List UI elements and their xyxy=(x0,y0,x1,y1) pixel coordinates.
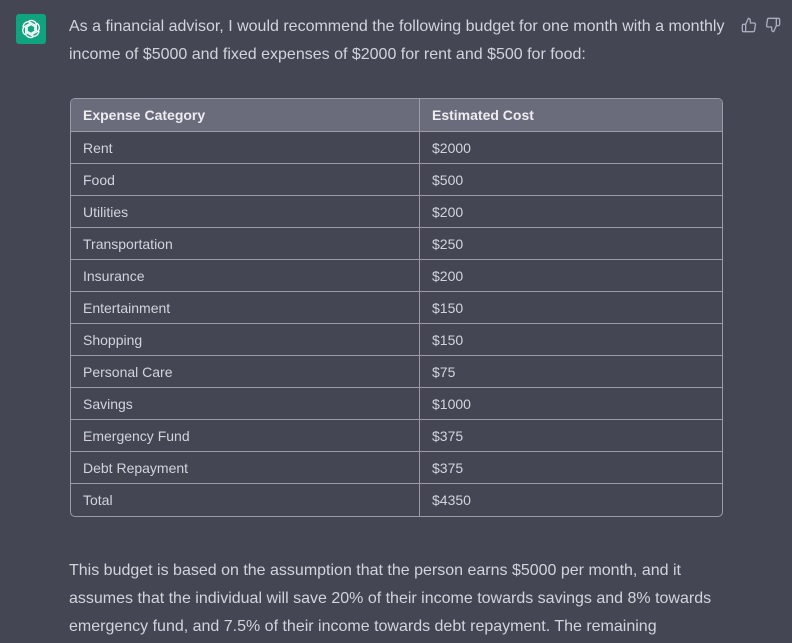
category-cell: Insurance xyxy=(71,260,420,292)
feedback-controls xyxy=(740,16,782,34)
openai-logo-icon xyxy=(20,18,42,40)
table-header-row xyxy=(71,99,722,132)
table-row xyxy=(71,196,722,228)
table-row xyxy=(71,292,722,324)
cost-cell: $1000 xyxy=(420,388,722,420)
category-cell: Shopping xyxy=(71,324,420,356)
category-cell: Savings xyxy=(71,388,420,420)
cost-cell: $200 xyxy=(420,196,722,228)
thumbs-up-icon xyxy=(741,17,757,33)
column-header-cost: Estimated Cost xyxy=(420,99,722,132)
category-cell: Transportation xyxy=(71,228,420,260)
table-row-total xyxy=(71,484,722,516)
assistant-message xyxy=(69,13,729,69)
cost-cell: $250 xyxy=(420,228,722,260)
column-header-category: Expense Category xyxy=(71,99,420,132)
category-cell: Total xyxy=(71,484,420,516)
cost-cell: $4350 xyxy=(432,492,471,508)
category-cell: Personal Care xyxy=(71,356,420,388)
thumbs-down-button[interactable] xyxy=(764,16,782,34)
table-header xyxy=(71,99,722,132)
cost-cell: $500 xyxy=(420,164,722,196)
category-cell: Debt Repayment xyxy=(71,452,420,484)
table-row xyxy=(71,356,722,388)
message-intro: As a financial advisor, I would recommend the following budget for one month with a monthly income of $5000 and fixed expenses of $2000 for rent and $500 for food: xyxy=(69,18,725,63)
table-row xyxy=(71,164,722,196)
table-row xyxy=(71,260,722,292)
cost-cell: $150 xyxy=(420,324,722,356)
table-body xyxy=(71,132,722,516)
category-cell: Food xyxy=(71,164,420,196)
budget-table xyxy=(70,98,723,517)
table-row xyxy=(71,420,722,452)
thumbs-up-button[interactable] xyxy=(740,16,758,34)
cost-cell: $2000 xyxy=(420,132,722,164)
cost-cell: $75 xyxy=(420,356,722,388)
cost-cell: $200 xyxy=(420,260,722,292)
category-cell: Entertainment xyxy=(71,292,420,324)
table-row xyxy=(71,324,722,356)
assistant-avatar xyxy=(16,14,46,44)
cost-cell: $375 xyxy=(420,420,722,452)
cost-cell: $150 xyxy=(420,292,722,324)
table-row xyxy=(71,388,722,420)
category-cell: Rent xyxy=(71,132,420,164)
table-row xyxy=(71,132,722,164)
cost-cell: $375 xyxy=(420,452,722,484)
category-cell: Utilities xyxy=(71,196,420,228)
category-cell: Emergency Fund xyxy=(71,420,420,452)
table-row xyxy=(71,228,722,260)
table-row xyxy=(71,452,722,484)
message-outro: This budget is based on the assumption that the person earns $5000 per month, and it assumes that the individual will save 20% of their income towards savings and 8% towards emergency fund, and 7.5% of their income towards debt repayment. The remaining xyxy=(69,562,712,635)
thumbs-down-icon xyxy=(765,17,781,33)
